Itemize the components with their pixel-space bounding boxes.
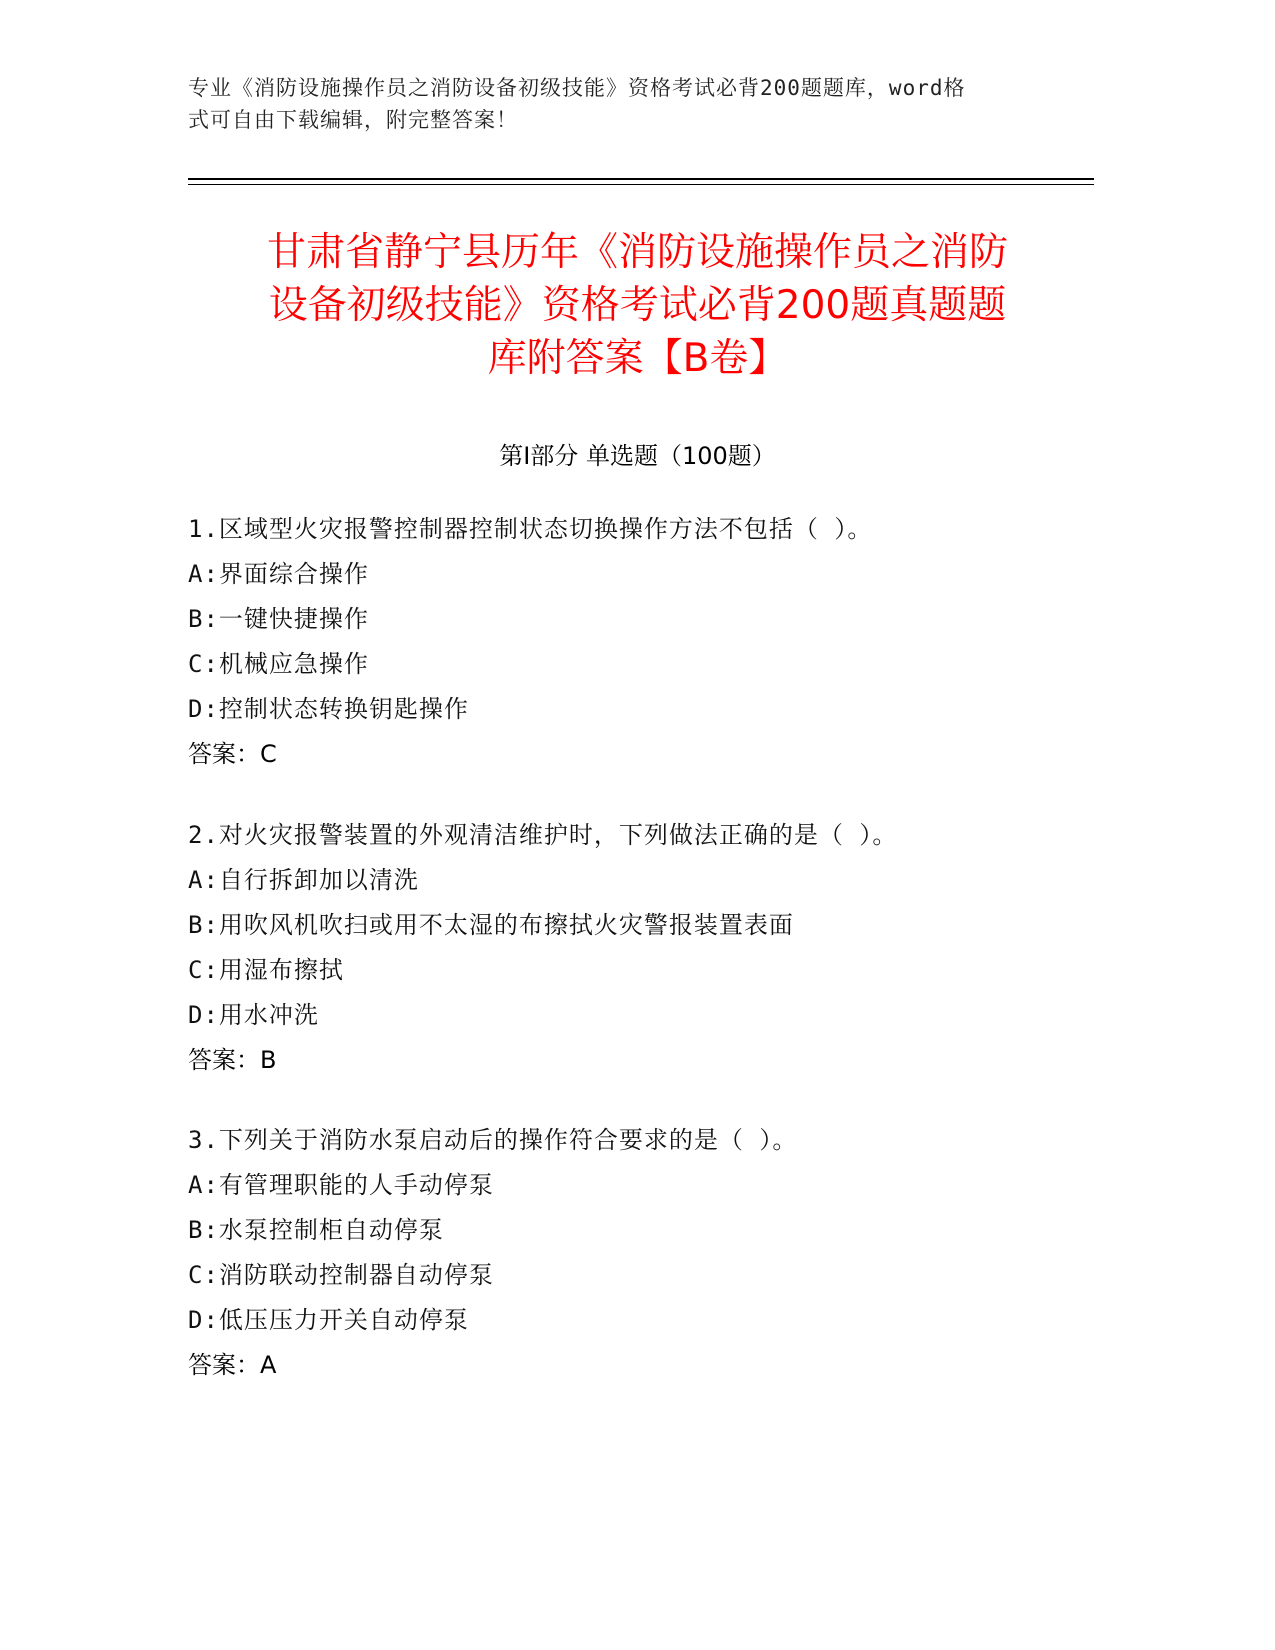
option-b: B:水泵控制柜自动停泵 xyxy=(188,1216,444,1244)
answer-line: 答案：C xyxy=(188,740,277,768)
section-heading: 第Ⅰ部分 单选题（100题） xyxy=(499,442,776,470)
document-title-line-2: 设备初级技能》资格考试必背200题真题题 xyxy=(268,283,1007,328)
header-divider-thick xyxy=(188,178,1094,180)
option-b: B:一键快捷操作 xyxy=(188,605,369,633)
header-note xyxy=(188,72,1068,136)
header-note-line-2: 式可自由下载编辑，附完整答案！ xyxy=(188,108,518,132)
option-c: C:用湿布擦拭 xyxy=(188,956,344,984)
option-d: D:用水冲洗 xyxy=(188,1001,319,1029)
option-d: D:控制状态转换钥匙操作 xyxy=(188,695,469,723)
option-a: A:界面综合操作 xyxy=(188,560,369,588)
option-a: A:有管理职能的人手动停泵 xyxy=(188,1171,494,1199)
question-block xyxy=(188,813,1148,1083)
question-stem: 1.区域型火灾报警控制器控制状态切换操作方法不包括（ ）。 xyxy=(188,515,873,543)
question-stem: 2.对火灾报警装置的外观清洁维护时，下列做法正确的是（ ）。 xyxy=(188,821,898,849)
header-divider-thin xyxy=(188,184,1094,185)
document-title-line-1: 甘肃省静宁县历年《消防设施操作员之消防 xyxy=(266,230,1008,275)
option-a: A:自行拆卸加以清洗 xyxy=(188,866,419,894)
question-stem: 3.下列关于消防水泵启动后的操作符合要求的是（ ）。 xyxy=(188,1126,798,1154)
document-title-line-3: 库附答案【B卷】 xyxy=(487,336,788,381)
option-c: C:机械应急操作 xyxy=(188,650,369,678)
question-block xyxy=(188,507,1148,777)
option-b: B:用吹风机吹扫或用不太湿的布擦拭火灾警报装置表面 xyxy=(188,911,794,939)
option-d: D:低压压力开关自动停泵 xyxy=(188,1306,469,1334)
answer-line: 答案：A xyxy=(188,1351,277,1379)
header-note-line-1: 专业《消防设施操作员之消防设备初级技能》资格考试必背200题题库，word格 xyxy=(188,76,966,100)
document-title xyxy=(150,226,1125,385)
option-c: C:消防联动控制器自动停泵 xyxy=(188,1261,494,1289)
answer-line: 答案：B xyxy=(188,1046,277,1074)
question-block xyxy=(188,1118,1148,1388)
